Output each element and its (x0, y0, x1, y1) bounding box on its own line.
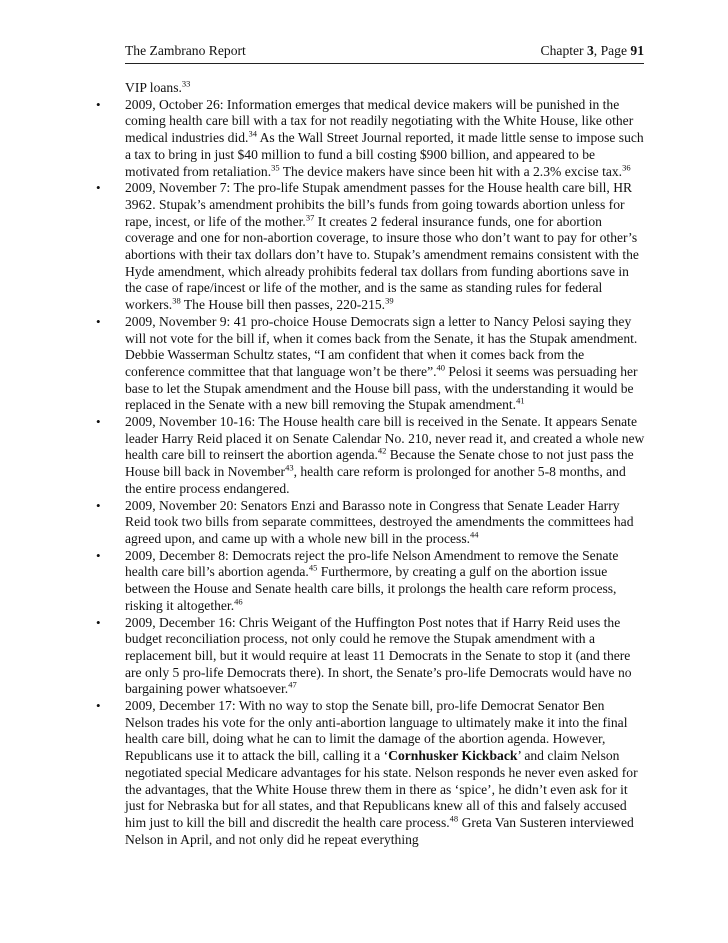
bullet-icon: • (96, 414, 101, 430)
page-body (96, 78, 645, 848)
timeline-entry (96, 614, 645, 699)
bullet-icon: • (96, 614, 101, 630)
footnote-ref: 43 (285, 462, 294, 473)
chapter-number: 3 (586, 43, 594, 58)
footnote-ref: 48 (449, 813, 459, 824)
timeline-entry (96, 180, 645, 314)
continuation-sentence: VIP loans. (125, 80, 182, 95)
entry-text: 2009, November 9: 41 pro-choice House Democrats sign a letter to Nancy Pelosi saying they will not vote for the bill if, when it comes back from the Senate, it has the Stupak amendment. Debbie Wasserman Schultz states, “I am confident that when it comes back from the conference committee that that language won’t be there”. (125, 313, 638, 379)
page-prefix: , Page (593, 43, 631, 58)
timeline-entry (96, 96, 645, 181)
footnote-ref: 35 (271, 161, 280, 172)
entry-text: 2009, October 26: Information emerges that medical device makers will be punished in the coming health care bill with a tax for not readily negotiating with the White House, like other medical industries did. (125, 96, 634, 146)
entry-text: 2009, December 17: With no way to stop the Senate bill, pro-life Democrat Senator Ben Nelson trades his vote for the only anti-abortion language to ultimately make it into the final health care bill, doing what he can to limit the damage of the abortion agenda. However, Republicans use it to attack the bill, calling it a ‘ (125, 698, 628, 764)
footnote-ref: 38 (172, 295, 181, 306)
footnote-ref: 46 (234, 596, 243, 607)
entry-text: As the Wall Street Journal reported, it made little sense to impose such a tax to bring in just $40 million to fund a bill costing $900 billion, and appeared to be motivated from retaliation. (125, 130, 644, 179)
entry-text: 2009, December 8: Democrats reject the pro-life Nelson Amendment to remove the Senate health care bill’s abortion agenda. (125, 547, 619, 580)
entry-text: 2009, November 20: Senators Enzi and Barasso note in Congress that Senate Leader Harry Reid took two bills from separate committees, destroyed the amendments the committees had agreed upon, and came up with a whole new bill in the process. (125, 497, 634, 546)
entry-text: 2009, November 7: The pro-life Stupak amendment passes for the House health care bill, HR 3962. Stupak’s amendment prohibits the bill’s funds from going towards abortion unless for rape, incest, or life of the mother. (125, 180, 633, 229)
entry-text: ’ and claim Nelson negotiated special Medicare advantages for his state. Nelson responds he never even asked for the advantages, that the White House threw them in there as ‘spice’, he didn’t even ask for it just for Nebraska but for all states, and that Republicans knew all of this and falsely accused him just to kill the bill and discredit the health care process. (125, 748, 638, 830)
footnote-ref: 37 (305, 212, 315, 223)
footnote-ref: 44 (470, 529, 479, 540)
timeline-entry (96, 497, 645, 548)
bullet-icon: • (96, 96, 101, 112)
entry-text: The House bill then passes, 220-215. (180, 297, 386, 313)
entry-text: Furthermore, by creating a gulf on the abortion issue between the House and Senate health care bills, it prolongs the health care reform process, risking it altogether. (125, 564, 617, 613)
timeline-entry (96, 547, 645, 615)
entry-text: It creates 2 federal insurance funds, one for abortion coverage and one for non-abortion coverage, to insure those who don’t want to pay for other’s abortions with their tax dollars don’t have to. Stupak’s amendment remains consistent with the Hyde amendment, which already prohibits federal tax dollars from funding abortions save in the case of rape/incest or life of the mother, and is the same as standing rules for federal workers. (125, 213, 639, 313)
footnote-ref: 34 (248, 128, 257, 139)
timeline-entry (96, 414, 645, 498)
footnote-ref: 42 (377, 445, 387, 456)
footnote-ref: 36 (622, 161, 631, 172)
entry-text: Pelosi it seems was persuading her base to let the Stupak amendment and the House bill pass, with the understanding it would be replaced in the Senate with a new bill removing the Stupak amendment. (125, 363, 638, 413)
footnote-ref: 33 (181, 78, 191, 89)
entry-text: 2009, December 16: Chris Weigant of the Huffington Post notes that if Harry Reid uses the budget reconciliation process, not only could he remove the Stupak amendment with a replacement bill, but it would require at least 11 Democrats in the Senate to stop it (and there are only 5 pro-life Democrats there). In short, the Senate’s pro-life Democrats would have no bargaining power whatsoever. (125, 614, 632, 697)
footnote-ref: 40 (436, 362, 446, 373)
chapter-page-label (541, 42, 644, 60)
footnote-ref: 45 (308, 562, 318, 573)
bullet-icon: • (96, 180, 101, 196)
bullet-icon: • (96, 497, 101, 513)
entry-text: , health care reform is prolonged for another 5-8 months, and the entire process endangered. (125, 464, 626, 496)
entry-text: Greta Van Susteren interviewed Nelson in April, and not only did he repeat everything (125, 814, 634, 847)
footnote-ref: 47 (288, 679, 297, 690)
footnote-ref: 41 (516, 395, 525, 406)
page-number: 91 (630, 43, 644, 58)
header-divider (125, 63, 644, 64)
footnote-ref: 39 (385, 295, 394, 306)
entry-text: The device makers have since been hit with a 2.3% excise tax. (279, 163, 623, 179)
timeline-list (96, 96, 645, 849)
emphasis-text: Cornhusker Kickback (388, 748, 518, 764)
timeline-entry (96, 698, 645, 848)
chapter-prefix: Chapter (540, 43, 587, 58)
report-title: The Zambrano Report (125, 43, 246, 58)
continuation-text (125, 80, 645, 97)
entry-text: 2009, November 10-16: The House health care bill is received in the Senate. It appears Senate leader Harry Reid placed it on Senate Calendar No. 210, never read it, and created a whole new health care bill to reinsert the abortion agenda. (125, 414, 645, 463)
entry-text: Because the Senate chose to not just pass the House bill back in November (125, 447, 634, 480)
bullet-icon: • (96, 313, 101, 329)
timeline-entry (96, 313, 645, 414)
bullet-icon: • (96, 547, 101, 563)
bullet-icon: • (96, 698, 101, 714)
page-header (125, 42, 644, 60)
